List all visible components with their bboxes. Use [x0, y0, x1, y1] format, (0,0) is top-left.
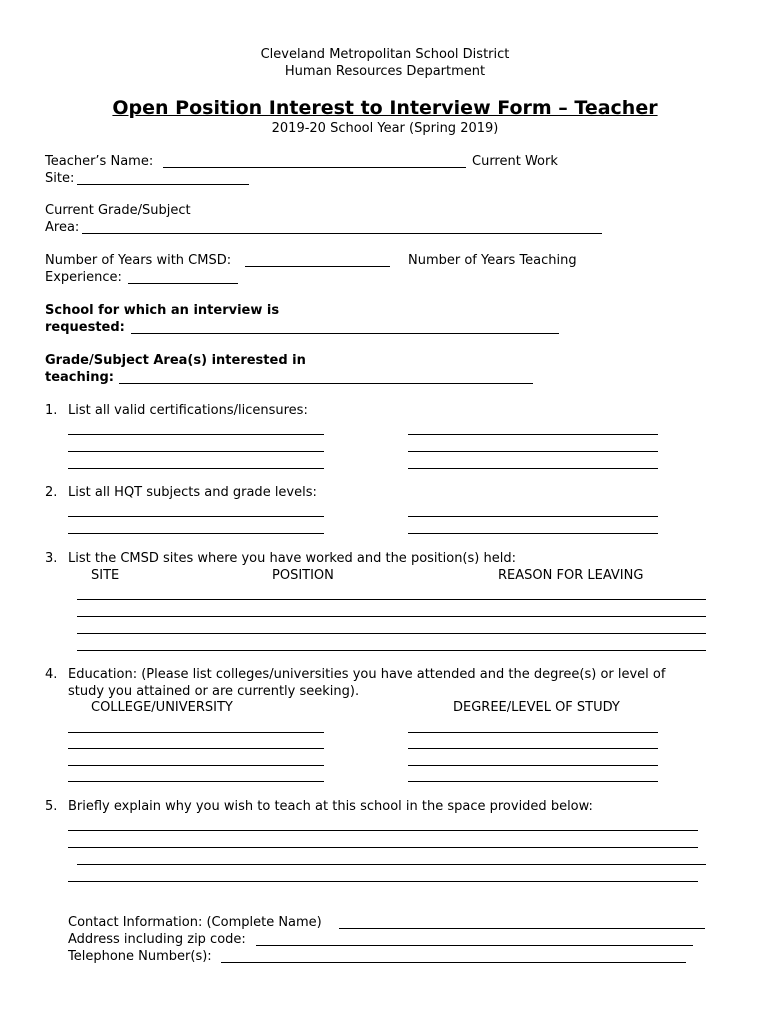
years-cmsd-label: Number of Years with CMSD:: [45, 253, 232, 268]
q3-line[interactable]: [77, 633, 706, 634]
q3-col-reason: REASON FOR LEAVING: [498, 568, 644, 583]
teaching-label: teaching:: [45, 370, 114, 385]
q5-text: Briefly explain why you wish to teach at this school in the space provided below:: [68, 799, 593, 814]
area-label: Area:: [45, 220, 80, 235]
q5-line[interactable]: [68, 847, 698, 848]
phone-field[interactable]: [221, 962, 686, 963]
q1-line-right[interactable]: [408, 434, 658, 435]
q4-col-college: COLLEGE/UNIVERSITY: [91, 700, 233, 715]
q3-col-site: SITE: [91, 568, 120, 583]
address-label: Address including zip code:: [68, 932, 246, 947]
q5-line[interactable]: [68, 881, 698, 882]
q1-text: List all valid certifications/licensures:: [68, 403, 308, 418]
q2-text: List all HQT subjects and grade levels:: [68, 485, 317, 500]
q2-line-left[interactable]: [68, 533, 324, 534]
school-year: 2019-20 School Year (Spring 2019): [271, 121, 499, 136]
district-name: Cleveland Metropolitan School District: [260, 47, 510, 62]
q5-line[interactable]: [68, 830, 698, 831]
department-name: Human Resources Department: [284, 64, 486, 79]
q1-line-right[interactable]: [408, 451, 658, 452]
requested-label: requested:: [45, 320, 125, 335]
grade-interest-field[interactable]: [119, 383, 533, 384]
q2-line-right[interactable]: [408, 516, 658, 517]
q4-line-right[interactable]: [408, 732, 658, 733]
q1-line-left[interactable]: [68, 451, 324, 452]
teacher-name-label: Teacher’s Name:: [45, 154, 154, 169]
current-work-label: Current Work: [472, 154, 558, 169]
years-teaching-field[interactable]: [128, 283, 238, 284]
phone-label: Telephone Number(s):: [68, 949, 212, 964]
grade-subject-label: Current Grade/Subject: [45, 203, 191, 218]
q4-line-right[interactable]: [408, 748, 658, 749]
site-field[interactable]: [77, 184, 249, 185]
grade-interest-label: Grade/Subject Area(s) interested in: [45, 353, 306, 368]
page-title: Open Position Interest to Interview Form – Teacher: [112, 97, 658, 119]
address-field[interactable]: [256, 945, 693, 946]
q3-text: List the CMSD sites where you have worked and the position(s) held:: [68, 551, 516, 566]
q1-line-left[interactable]: [68, 468, 324, 469]
q5-line[interactable]: [77, 864, 706, 865]
q4-line-left[interactable]: [68, 732, 324, 733]
site-label: Site:: [45, 171, 75, 186]
contact-name-field[interactable]: [339, 928, 705, 929]
q3-number: 3.: [45, 551, 58, 566]
school-interview-label: School for which an interview is: [45, 303, 280, 318]
grade-subject-field[interactable]: [82, 233, 602, 234]
q4-line-right[interactable]: [408, 765, 658, 766]
q3-line[interactable]: [77, 616, 706, 617]
q4-line-right[interactable]: [408, 781, 658, 782]
experience-label: Experience:: [45, 270, 122, 285]
q4-line-left[interactable]: [68, 781, 324, 782]
school-interview-field[interactable]: [131, 333, 559, 334]
q4-number: 4.: [45, 667, 58, 682]
q2-number: 2.: [45, 485, 58, 500]
teacher-name-field[interactable]: [163, 167, 466, 168]
q2-line-left[interactable]: [68, 516, 324, 517]
q4-line-left[interactable]: [68, 748, 324, 749]
q4-line-left[interactable]: [68, 765, 324, 766]
q3-col-position: POSITION: [272, 568, 334, 583]
q4-text-line2: study you attained or are currently seeking).: [68, 684, 360, 699]
q1-line-left[interactable]: [68, 434, 324, 435]
contact-name-label: Contact Information: (Complete Name): [68, 915, 322, 930]
q4-col-degree: DEGREE/LEVEL OF STUDY: [453, 700, 620, 715]
years-teaching-label: Number of Years Teaching: [408, 253, 577, 268]
q1-line-right[interactable]: [408, 468, 658, 469]
q2-line-right[interactable]: [408, 533, 658, 534]
q3-line[interactable]: [77, 599, 706, 600]
q1-number: 1.: [45, 403, 58, 418]
q5-number: 5.: [45, 799, 58, 814]
years-cmsd-field[interactable]: [245, 266, 390, 267]
q4-text-line1: Education: (Please list colleges/universities you have attended and the degree(s) or level of: [68, 667, 666, 682]
q3-line[interactable]: [77, 650, 706, 651]
